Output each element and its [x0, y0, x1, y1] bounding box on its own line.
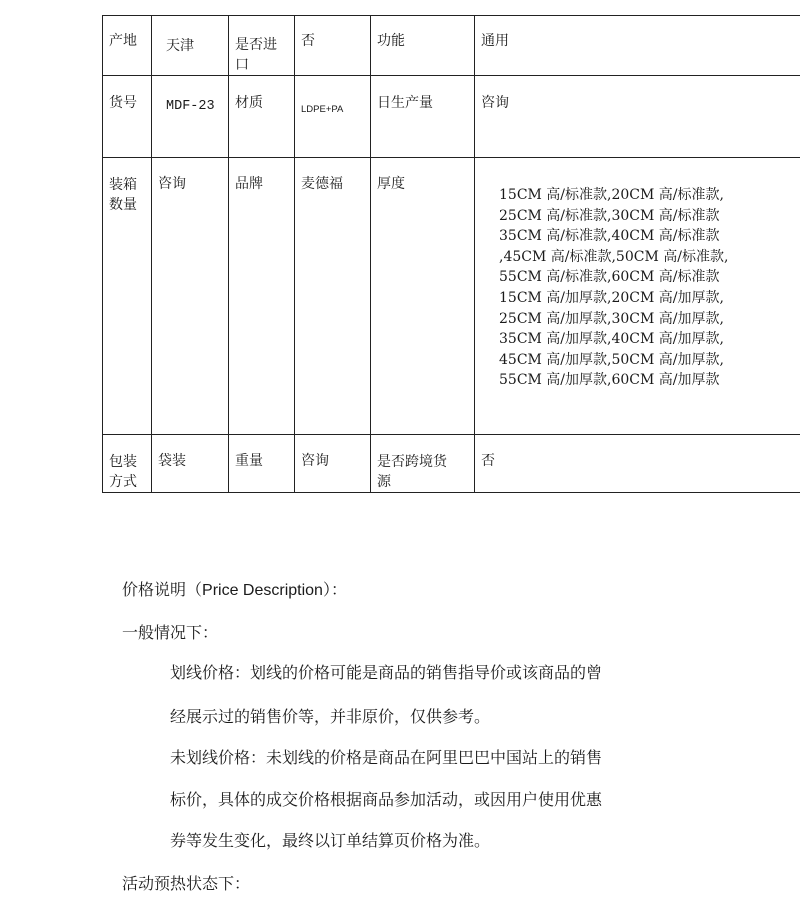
brand-value: 麦德福 [295, 158, 371, 435]
thickness-option: 35CM 高/加厚款,40CM 高/加厚款, [499, 331, 724, 348]
regular-price-text: 未划线价格：未划线的价格是商品在阿里巴巴中国站上的销售 [170, 748, 603, 767]
origin-value: 天津 [152, 16, 229, 76]
table-row [103, 16, 800, 76]
thickness-option: 25CM 高/加厚款,30CM 高/加厚款, [499, 310, 724, 327]
material-value: LDPE+PA [295, 76, 371, 158]
thickness-option: 15CM 高/标准款,20CM 高/标准款, [499, 187, 724, 203]
thickness-options-list [475, 158, 800, 391]
thickness-value [475, 158, 800, 435]
regular-price-text: 券等发生变化，最终以订单结算页价格为准。 [170, 831, 491, 850]
thickness-option: 15CM 高/加厚款,20CM 高/加厚款, [499, 289, 724, 306]
presale-heading: 活动预热状态下： [122, 874, 251, 893]
product-spec-table [102, 15, 800, 493]
strikethrough-price-text: 经展示过的销售价等，并非原价，仅供参考。 [170, 707, 491, 726]
thickness-option: 55CM 高/标准款,60CM 高/标准款 [499, 269, 720, 286]
brand-label: 品牌 [229, 158, 295, 435]
daily-output-label: 日生产量 [371, 76, 475, 158]
weight-value: 咨询 [295, 435, 371, 493]
item-no-value: MDF-23 [152, 76, 229, 158]
table-row [103, 158, 800, 435]
box-qty-value: 咨询 [152, 158, 229, 435]
item-no-label: 货号 [103, 76, 152, 158]
import-label: 是否进 口 [229, 16, 295, 76]
general-heading: 一般情况下： [122, 623, 219, 642]
thickness-option: 55CM 高/加厚款,60CM 高/加厚款 [499, 372, 720, 389]
daily-output-value: 咨询 [475, 76, 800, 158]
thickness-option: 35CM 高/标准款,40CM 高/标准款 [499, 228, 720, 245]
cross-border-label: 是否跨境货 源 [371, 435, 475, 493]
thickness-option: ,45CM 高/标准款,50CM 高/标准款, [499, 248, 729, 265]
table-row [103, 435, 800, 493]
weight-label: 重量 [229, 435, 295, 493]
thickness-label: 厚度 [371, 158, 475, 435]
packing-label: 包装 方式 [103, 435, 152, 493]
regular-price-text: 标价，具体的成交价格根据商品参加活动，或因用户使用优惠 [170, 790, 603, 809]
strikethrough-price-text: 划线价格：划线的价格可能是商品的销售指导价或该商品的曾 [170, 663, 603, 682]
function-label: 功能 [371, 16, 475, 76]
price-heading: 价格说明（Price Description）： [122, 580, 347, 599]
function-value: 通用 [475, 16, 800, 76]
material-label: 材质 [229, 76, 295, 158]
box-qty-label: 装箱 数量 [103, 158, 152, 435]
cross-border-value: 否 [475, 435, 800, 493]
thickness-option: 45CM 高/加厚款,50CM 高/加厚款, [499, 351, 724, 368]
origin-label: 产地 [103, 16, 152, 76]
thickness-option: 25CM 高/标准款,30CM 高/标准款 [499, 207, 720, 224]
import-value: 否 [295, 16, 371, 76]
table-row [103, 76, 800, 158]
packing-value: 袋装 [152, 435, 229, 493]
